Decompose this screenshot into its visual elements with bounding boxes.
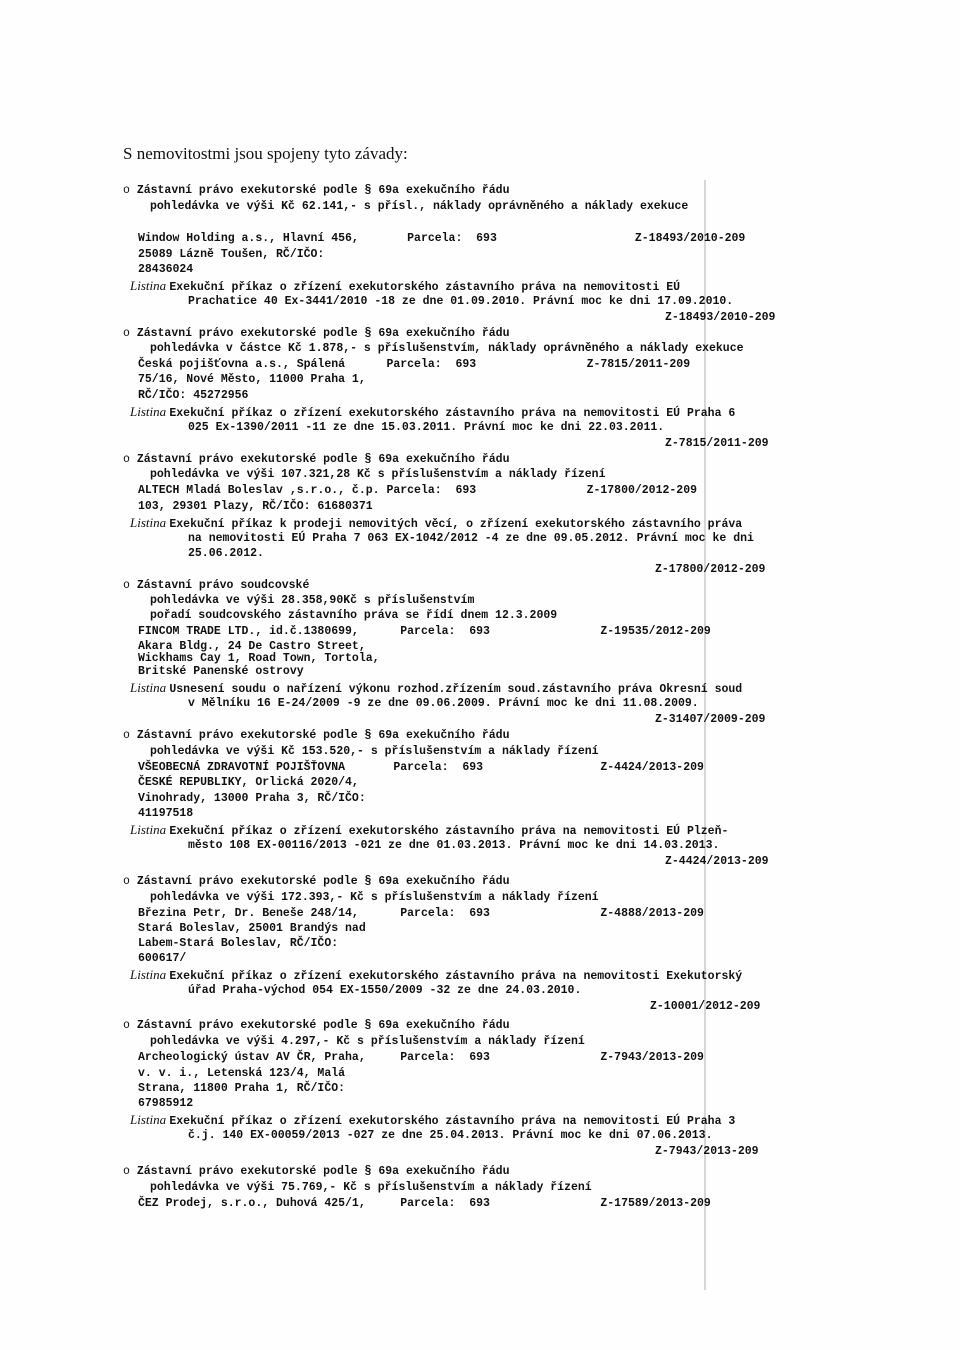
document-line (130, 1113, 735, 1128)
document-line: 103, 29301 Plazy, RČ/IČO: 61680371 (138, 500, 373, 513)
document-line: FINCOM TRADE LTD., id.č.1380699, Parcela: 693 Z-19535/2012-209 (138, 625, 711, 638)
document-line: Archeologický ústav AV ČR, Praha, Parcela: 693 Z-7943/2013-209 (138, 1051, 704, 1064)
line-text: Zástavní právo exekutorské podle § 69a exekučního řádu (136, 453, 510, 466)
document-line: pohledávka ve výši Kč 153.520,- s příslušenstvím a náklady řízení (150, 745, 599, 758)
document-line: 25089 Lázně Toušen, RČ/IČO: (138, 248, 325, 261)
line-text: Exekuční příkaz o zřízení exekutorského zástavního práva na nemovitosti EÚ Praha 6 (169, 407, 736, 420)
document-line: pohledávka ve výši 28.358,90Kč s příslušenstvím (150, 594, 475, 607)
document-line (123, 327, 509, 340)
document-line: pořadí soudcovského zástavního práva se řídí dnem 12.3.2009 (150, 609, 558, 622)
line-text: Zástavní právo exekutorské podle § 69a exekučního řádu (136, 1019, 510, 1032)
listina-label: Listina (130, 680, 170, 695)
page-heading: S nemovitostmi jsou spojeny tyto závady: (123, 144, 408, 163)
bullet-marker: o (123, 184, 137, 197)
document-line: Wickhams Cay 1, Road Town, Tortola, (138, 652, 380, 665)
document-line (130, 279, 680, 294)
line-text: Exekuční příkaz k prodeji nemovitých věcí, o zřízení exekutorského zástavního práva (169, 518, 743, 531)
document-line: na nemovitosti EÚ Praha 7 063 EX-1042/2012 -4 ze dne 09.05.2012. Právní moc ke dni (188, 532, 754, 545)
bullet-marker: o (123, 327, 137, 340)
line-text: Zástavní právo soudcovské (136, 579, 310, 592)
document-line (130, 405, 735, 420)
document-line: pohledávka ve výši 4.297,- Kč s příslušenstvím a náklady řízení (150, 1035, 585, 1048)
document-line: 41197518 (138, 807, 194, 820)
document-line: ČESKÉ REPUBLIKY, Orlická 2020/4, (138, 776, 359, 789)
document-line: pohledávka ve výši Kč 62.141,- s přísl., náklady oprávněného a náklady exekuce (150, 200, 689, 213)
document-line: Akara Bldg., 24 De Castro Street, (138, 640, 366, 653)
listina-label: Listina (130, 1112, 170, 1127)
document-line: Z-31407/2009-209 (655, 713, 766, 726)
document-line (130, 681, 742, 696)
document-line: úřad Praha-východ 054 EX-1550/2009 -32 ze dne 24.03.2010. (188, 984, 582, 997)
bullet-marker: o (123, 729, 137, 742)
line-text: Zástavní právo exekutorské podle § 69a exekučního řádu (136, 1165, 510, 1178)
document-line: ČEZ Prodej, s.r.o., Duhová 425/1, Parcela: 693 Z-17589/2013-209 (138, 1197, 711, 1210)
document-line: Prachatice 40 Ex-3441/2010 -18 ze dne 01.09.2010. Právní moc ke dni 17.09.2010. (188, 295, 734, 308)
document-line: Česká pojišťovna a.s., Spálená Parcela: 693 Z-7815/2011-209 (138, 358, 691, 371)
document-line: č.j. 140 EX-00059/2013 -027 ze dne 25.04.2013. Právní moc ke dni 07.06.2013. (188, 1129, 713, 1142)
document-line: 28436024 (138, 263, 194, 276)
document-line: v. v. i., Letenská 123/4, Malá (138, 1067, 346, 1080)
document-line: pohledávka v částce Kč 1.878,- s příslušenstvím, náklady oprávněného a náklady exekuce (150, 342, 744, 355)
listina-label: Listina (130, 822, 170, 837)
line-text: Exekuční příkaz o zřízení exekutorského zástavního práva na nemovitosti EÚ (169, 281, 681, 294)
document-line: 75/16, Nové Město, 11000 Praha 1, (138, 373, 366, 386)
document-line: Strana, 11800 Praha 1, RČ/IČO: (138, 1082, 346, 1095)
document-line: Labem-Stará Boleslav, RČ/IČO: (138, 937, 339, 950)
listina-label: Listina (130, 278, 170, 293)
document-line: pohledávka ve výši 75.769,- Kč s příslušenstvím a náklady řízení (150, 1181, 592, 1194)
document-line: Z-10001/2012-209 (650, 1000, 761, 1013)
document-line: RČ/IČO: 45272956 (138, 389, 249, 402)
document-line (123, 1165, 509, 1178)
bullet-marker: o (123, 1165, 137, 1178)
listina-label: Listina (130, 515, 170, 530)
document-line: město 108 EX-00116/2013 -021 ze dne 01.03.2013. Právní moc ke dni 14.03.2013. (188, 839, 720, 852)
listina-label: Listina (130, 967, 170, 982)
document-line: v Mělníku 16 E-24/2009 -9 ze dne 09.06.2009. Právní moc ke dni 11.08.2009. (188, 697, 699, 710)
line-text: Exekuční příkaz o zřízení exekutorského zástavního práva na nemovitosti EÚ Plzeň- (169, 825, 729, 838)
line-text: Exekuční příkaz o zřízení exekutorského zástavního práva na nemovitosti Exekutorský (169, 970, 743, 983)
document-line (123, 184, 509, 197)
document-line: pohledávka ve výši 107.321,28 Kč s příslušenstvím a náklady řízení (150, 468, 606, 481)
document-line: 25.06.2012. (188, 547, 264, 560)
bullet-marker: o (123, 453, 137, 466)
document-line: Britské Panenské ostrovy (138, 665, 304, 678)
bullet-marker: o (123, 1019, 137, 1032)
document-line: Z-17800/2012-209 (655, 563, 766, 576)
document-line (130, 516, 742, 531)
line-text: Zástavní právo exekutorské podle § 69a exekučního řádu (136, 327, 510, 340)
line-text: Zástavní právo exekutorské podle § 69a exekučního řádu (136, 729, 510, 742)
document-line (123, 579, 309, 592)
document-line: Z-7815/2011-209 (665, 437, 769, 450)
line-text: Zástavní právo exekutorské podle § 69a exekučního řádu (136, 875, 510, 888)
line-text: Usnesení soudu o nařízení výkonu rozhod.zřízením soud.zástavního práva Okresní soud (169, 683, 743, 696)
document-line: VŠEOBECNÁ ZDRAVOTNÍ POJIŠŤOVNA Parcela: 693 Z-4424/2013-209 (138, 761, 704, 774)
document-line (130, 823, 728, 838)
bullet-marker: o (123, 579, 137, 592)
line-text: Zástavní právo exekutorské podle § 69a exekučního řádu (136, 184, 510, 197)
document-line (130, 968, 742, 983)
document-line: 600617/ (138, 952, 187, 965)
document-line: Stará Boleslav, 25001 Brandýs nad (138, 922, 366, 935)
document-line (123, 453, 509, 466)
listina-label: Listina (130, 404, 170, 419)
document-line: Z-4424/2013-209 (665, 855, 769, 868)
document-line: Z-7943/2013-209 (655, 1145, 759, 1158)
document-line (123, 1019, 509, 1032)
bullet-marker: o (123, 875, 137, 888)
document-line: 67985912 (138, 1097, 194, 1110)
document-line: Březina Petr, Dr. Beneše 248/14, Parcela: 693 Z-4888/2013-209 (138, 907, 704, 920)
document-line: ALTECH Mladá Boleslav ,s.r.o., č.p. Parcela: 693 Z-17800/2012-209 (138, 484, 697, 497)
document-line: pohledávka ve výši 172.393,- Kč s příslušenstvím a náklady řízení (150, 891, 599, 904)
document-line (123, 729, 509, 742)
line-text: Exekuční příkaz o zřízení exekutorského zástavního práva na nemovitosti EÚ Praha 3 (169, 1115, 736, 1128)
document-line: Vinohrady, 13000 Praha 3, RČ/IČO: (138, 792, 366, 805)
document-line: Window Holding a.s., Hlavní 456, Parcela: 693 Z-18493/2010-209 (138, 232, 746, 245)
document-line: 025 Ex-1390/2011 -11 ze dne 15.03.2011. Právní moc ke dni 22.03.2011. (188, 421, 665, 434)
document-line (123, 875, 509, 888)
document-line: Z-18493/2010-209 (665, 311, 776, 324)
